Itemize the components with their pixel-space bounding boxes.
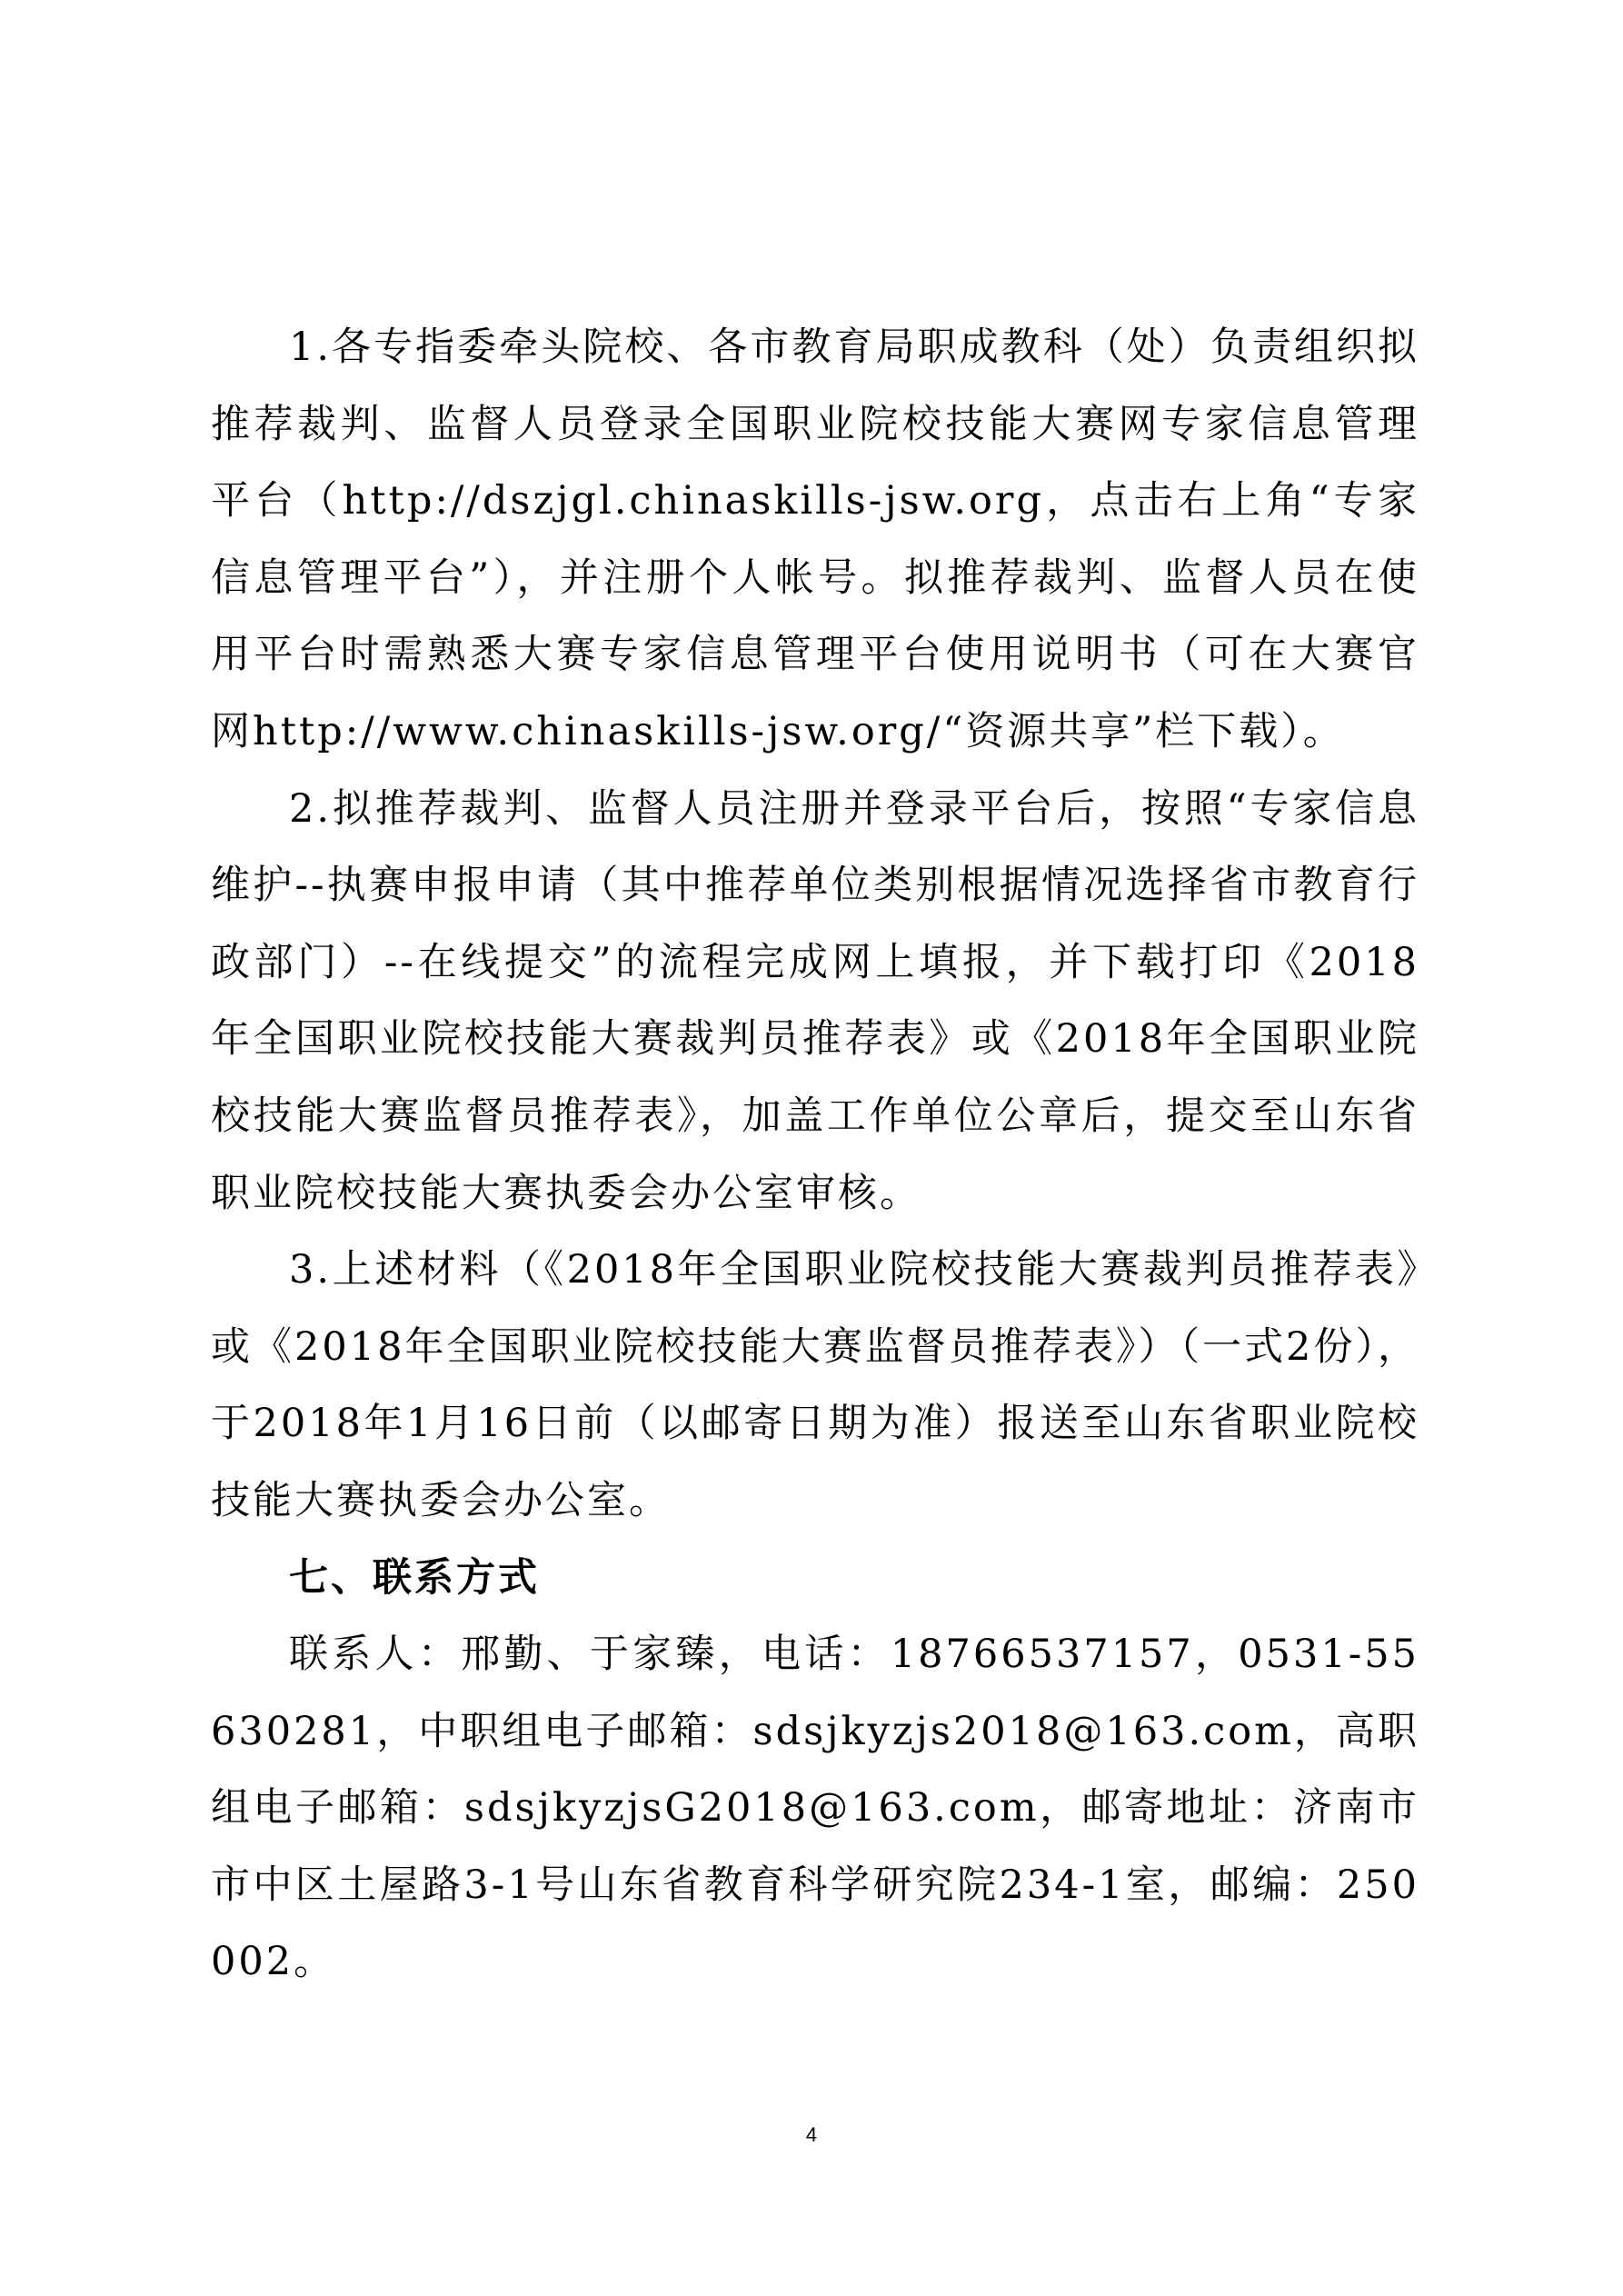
paragraph-1: 1.各专指委牵头院校、各市教育局职成教科（处）负责组织拟推荐裁判、监督人员登录全国职业院校技能大赛网专家信息管理平台（http://dszjgl.chinaskills-jsw.org，点击右上角“专家信息管理平台”），并注册个人帐号。拟推荐裁判、监督人员在使用平台时需熟悉大赛专家信息管理平台使用说明书（可在大赛官网http://www.chinaskills-jsw.org/“资源共享”栏下载）。 [211,324,1419,754]
section-heading-contact: 七、联系方式 [289,1554,540,1601]
document-body [211,309,1419,2001]
page-number: 4 [805,2123,818,2146]
paragraph-2: 2.拟推荐裁判、监督人员注册并登录平台后，按照“专家信息维护--执赛申报申请（其中推荐单位类别根据情况选择省市教育行政部门）--在线提交”的流程完成网上填报，并下载打印《2018年全国职业院校技能大赛裁判员推荐表》或《2018年全国职业院校技能大赛监督员推荐表》，加盖工作单位公章后，提交至山东省职业院校技能大赛执委会办公室审核。 [211,785,1419,1216]
contact-paragraph: 联系人：邢勤、于家臻，电话：18766537157，0531-55630281，中职组电子邮箱：sdsjkyzjs2018@163.com，高职组电子邮箱：sdsjkyzjsG2018@163.com，邮寄地址：济南市市中区土屋路3-1号山东省教育科学研究院234-1室，邮编：250002。 [211,1632,1419,1985]
paragraph-3: 3.上述材料（《2018年全国职业院校技能大赛裁判员推荐表》或《2018年全国职业院校技能大赛监督员推荐表》）（一式2份），于2018年1月16日前（以邮寄日期为准）报送至山东省职业院校技能大赛执委会办公室。 [211,1247,1419,1523]
